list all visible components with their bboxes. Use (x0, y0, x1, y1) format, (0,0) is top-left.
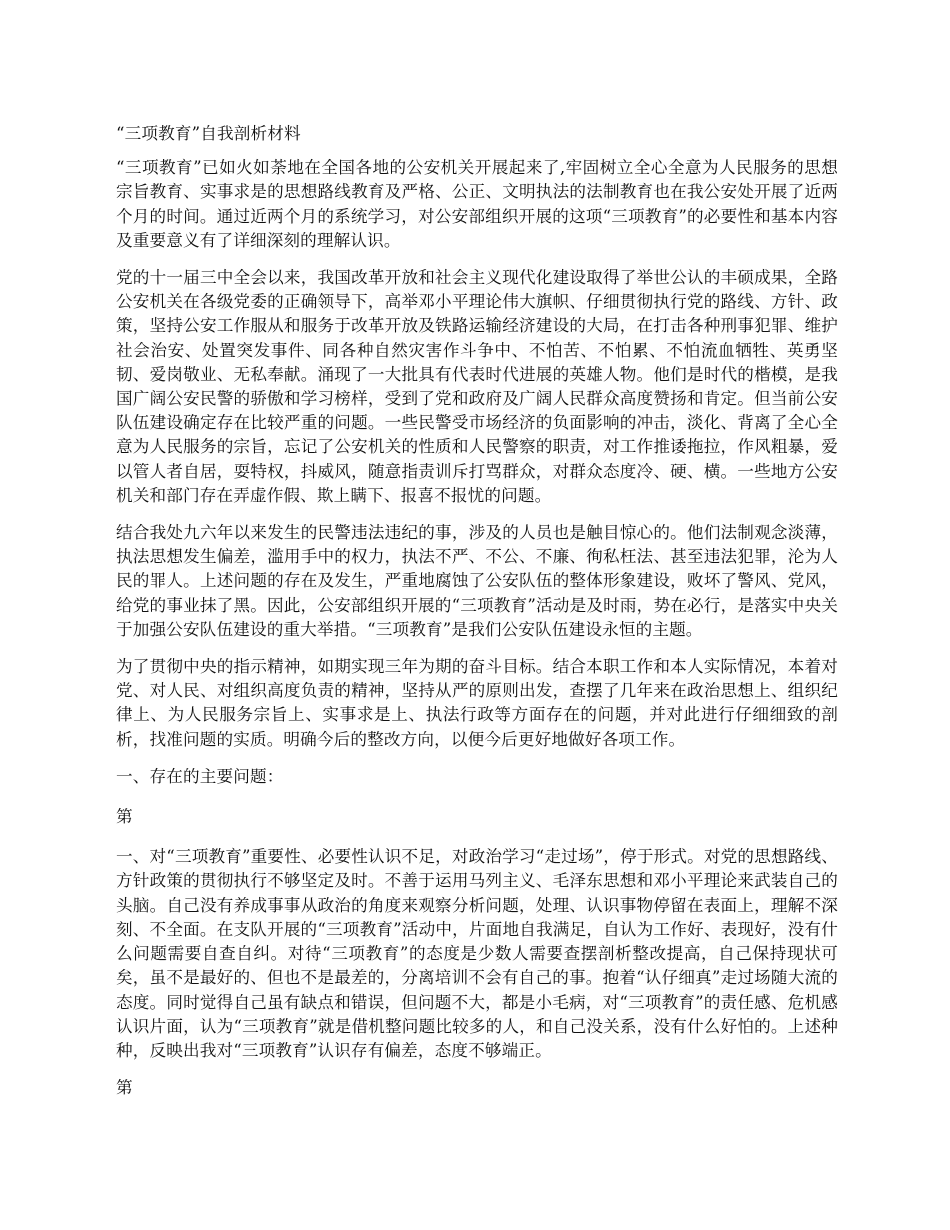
ordinal-marker: 第 (116, 1078, 133, 1098)
document-title: “三项教育”自我剖析材料 (116, 124, 301, 143)
paragraph-purpose: 为了贯彻中央的指示精神，如期实现三年为期的奋斗目标。结合本职工作和本人实际情况，本着对党、对人民、对组织高度负责的精神，坚持从严的原则出发，查摆了几年来在政治思想上、组织纪律上、为人民服务宗旨上、实事求是上、执法行政等方面存在的问题，并对此进行仔细细致的剖析，找准问题的实质。明确今后的整改方向，以便今后更好地做好各项工作。 (116, 657, 838, 749)
document-page (116, 122, 838, 1116)
paragraph-background: 党的十一届三中全会以来，我国改革开放和社会主义现代化建设取得了举世公认的丰硕成果，全路公安机关在各级党委的正确领导下，高举邓小平理论伟大旗帜、仔细贯彻执行党的路线、方针、政策，坚持公安工作服从和服务于改革开放及铁路运输经济建设的大局，在打击各种刑事犯罪、维护社会治安、处置突发事件、同各种自然灾害作斗争中、不怕苦、不怕累、不怕流血牺牲、英勇坚韧、爱岗敬业、无私奉献。涌现了一大批具有代表时代进展的英雄人物。他们是时代的楷模，是我国广阔公安民警的骄傲和学习榜样，受到了党和政府及广阔人民群众高度赞扬和肯定。但当前公安队伍建设确定存在比较严重的问题。一些民警受市场经济的负面影响的冲击，淡化、背离了全心全意为人民服务的宗旨，忘记了公安机关的性质和人民警察的职责，对工作推诿拖拉，作风粗暴，爱以管人者自居，耍特权，抖威风，随意指责训斥打骂群众，对群众态度冷、硬、横。一些地方公安机关和部门存在弄虚作假、欺上瞒下、报喜不报忧的问题。 (116, 268, 838, 505)
paragraph-problem-one: 一、对“三项教育”重要性、必要性认识不足，对政治学习“走过场”，停于形式。对党的思想路线、方针政策的贯彻执行不够坚定及时。不善于运用马列主义、毛泽东思想和邓小平理论来武装自己的头脑。自己没有养成事事从政治的角度来观察分析问题，处理、认识事物停留在表面上，理解不深刻、不全面。在支队开展的“三项教育”活动中，片面地自我满足，自认为工作好、表现好，没有什么问题需要自查自纠。对待“三项教育”的态度是少数人需要查摆剖析整改提高，自己保持现状可矣，虽不是最好的、但也不是最差的，分离培训不会有自己的事。抱着“认仔细真”走过场随大流的态度。同时觉得自己虽有缺点和错误，但问题不大，都是小毛病，对“三项教育”的责任感、危机感认识片面，认为“三项教育”就是借机整问题比较多的人，和自己没关系，没有什么好怕的。上述种种，反映出我对“三项教育”认识存有偏差，态度不够端正。 (116, 847, 838, 1060)
section-heading-main-problems: 一、存在的主要问题： (116, 766, 284, 786)
paragraph-cases: 结合我处九六年以来发生的民警违法违纪的事，涉及的人员也是触目惊心的。他们法制观念淡薄，执法思想发生偏差，滥用手中的权力，执法不严、不公、不廉、徇私枉法、甚至违法犯罪，沦为人民的罪人。上述问题的存在及发生，严重地腐蚀了公安队伍的整体形象建设，败坏了警风、党风，给党的事业抹了黑。因此，公安部组织开展的“三项教育”活动是及时雨，势在必行，是落实中央关于加强公安队伍建设的重大举措。“三项教育”是我们公安队伍建设永恒的主题。 (116, 523, 838, 639)
paragraph-intro: “三项教育”已如火如荼地在全国各地的公安机关开展起来了,牢固树立全心全意为人民服务的思想宗旨教育、实事求是的思想路线教育及严格、公正、文明执法的法制教育也在我公安处开展了近两个月的时间。通过近两个月的系统学习，对公安部组织开展的这项“三项教育”的必要性和基本内容及重要意义有了详细深刻的理解认识。 (116, 158, 838, 250)
ordinal-marker: 第 (116, 807, 133, 827)
